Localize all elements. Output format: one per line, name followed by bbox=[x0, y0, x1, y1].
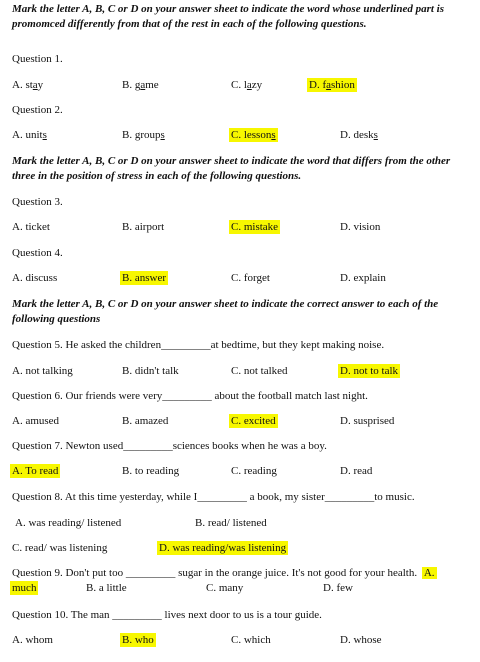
question-10-label: Question 10. The man _________ lives next door to us is a tour guide. bbox=[12, 609, 322, 621]
q9-option-b[interactable]: B. a little bbox=[86, 582, 127, 594]
q3-option-b[interactable]: B. airport bbox=[122, 221, 165, 233]
q6-option-c[interactable]: C. excited bbox=[231, 415, 276, 427]
q5-option-d[interactable]: D. not to talk bbox=[340, 365, 399, 377]
question-7-options bbox=[12, 464, 472, 478]
q2-option-c[interactable]: C. lessons bbox=[231, 129, 276, 141]
q3-option-d[interactable]: D. vision bbox=[340, 221, 381, 233]
question-3-label: Question 3. bbox=[12, 196, 63, 208]
question-8-options-row-2 bbox=[12, 541, 472, 555]
q4-option-a[interactable]: A. discuss bbox=[12, 272, 58, 284]
q7-option-a[interactable]: A. To read bbox=[12, 465, 59, 477]
question-9-label-line bbox=[12, 566, 437, 580]
instruction-pronunciation: Mark the letter A, B, C or D on your answer sheet to indicate the word whose underlined part is promomced differently from that of the rest in each of the following questions. bbox=[12, 3, 445, 30]
q10-option-c[interactable]: C. which bbox=[231, 634, 271, 646]
q10-option-d[interactable]: D. whose bbox=[340, 634, 382, 646]
q3-option-a[interactable]: A. ticket bbox=[12, 221, 50, 233]
q1-option-d[interactable]: D. fashion bbox=[309, 79, 355, 91]
q10-option-a[interactable]: A. whom bbox=[12, 634, 53, 646]
q9-option-d[interactable]: D. few bbox=[323, 582, 353, 594]
q8-option-d[interactable]: D. was reading/was listening bbox=[159, 542, 287, 554]
question-1-label: Question 1. bbox=[12, 53, 63, 65]
q2-option-a[interactable]: A. units bbox=[12, 129, 47, 141]
q9-option-a-letter[interactable]: A. bbox=[423, 567, 435, 579]
question-8-options-row-1 bbox=[12, 516, 472, 530]
q8-option-b[interactable]: B. read/ listened bbox=[195, 517, 267, 529]
question-2-label: Question 2. bbox=[12, 104, 63, 116]
q2-option-b[interactable]: B. groups bbox=[122, 129, 165, 141]
q3-option-c[interactable]: C. mistake bbox=[231, 221, 279, 233]
question-1-options bbox=[12, 78, 472, 92]
q9-option-c[interactable]: C. many bbox=[206, 582, 244, 594]
q8-option-c[interactable]: C. read/ was listening bbox=[12, 542, 108, 554]
q4-option-c[interactable]: C. forget bbox=[231, 272, 270, 284]
q4-option-d[interactable]: D. explain bbox=[340, 272, 386, 284]
q7-option-b[interactable]: B. to reading bbox=[122, 465, 180, 477]
q5-option-b[interactable]: B. didn't talk bbox=[122, 365, 179, 377]
q1-option-b[interactable]: B. game bbox=[122, 79, 159, 91]
question-9-label: Question 9. Don't put too _________ sugar in the orange juice. It's not good for your health. bbox=[12, 567, 418, 579]
q1-option-a[interactable]: A. stay bbox=[12, 79, 44, 91]
q5-option-c[interactable]: C. not talked bbox=[231, 365, 288, 377]
question-8-label: Question 8. At this time yesterday, while I_________ a book, my sister_________to music. bbox=[12, 491, 415, 503]
question-4-options bbox=[12, 271, 472, 285]
q6-option-a[interactable]: A. amused bbox=[12, 415, 60, 427]
question-6-options bbox=[12, 414, 472, 428]
instruction-correct: Mark the letter A, B, C or D on your answer sheet to indicate the correct answer to each of the following questions bbox=[12, 298, 439, 325]
q4-option-b[interactable]: B. answer bbox=[122, 272, 166, 284]
question-10-options bbox=[12, 633, 472, 647]
q1-option-c[interactable]: C. lazy bbox=[231, 79, 263, 91]
q7-option-c[interactable]: C. reading bbox=[231, 465, 277, 477]
q6-option-d[interactable]: D. susprised bbox=[340, 415, 395, 427]
question-5-options bbox=[12, 364, 472, 378]
question-6-label: Question 6. Our friends were very_________ about the football match last night. bbox=[12, 390, 368, 402]
q8-option-a[interactable]: A. was reading/ listened bbox=[15, 517, 122, 529]
q2-option-d[interactable]: D. desks bbox=[340, 129, 378, 141]
question-4-label: Question 4. bbox=[12, 247, 63, 259]
question-2-options bbox=[12, 128, 472, 142]
question-9-options bbox=[12, 581, 472, 595]
q7-option-d[interactable]: D. read bbox=[340, 465, 373, 477]
instruction-stress: Mark the letter A, B, C or D on your answer sheet to indicate the word that differs from the other three in the position of stress in each of the following questions. bbox=[12, 155, 451, 182]
question-5-label: Question 5. He asked the children_________at bedtime, but they kept making noise. bbox=[12, 339, 385, 351]
question-3-options bbox=[12, 220, 472, 234]
question-7-label: Question 7. Newton used_________sciences books when he was a boy. bbox=[12, 440, 327, 452]
q9-option-a-text[interactable]: much bbox=[12, 582, 37, 594]
q6-option-b[interactable]: B. amazed bbox=[122, 415, 169, 427]
q10-option-b[interactable]: B. who bbox=[122, 634, 154, 646]
q5-option-a[interactable]: A. not talking bbox=[12, 365, 73, 377]
